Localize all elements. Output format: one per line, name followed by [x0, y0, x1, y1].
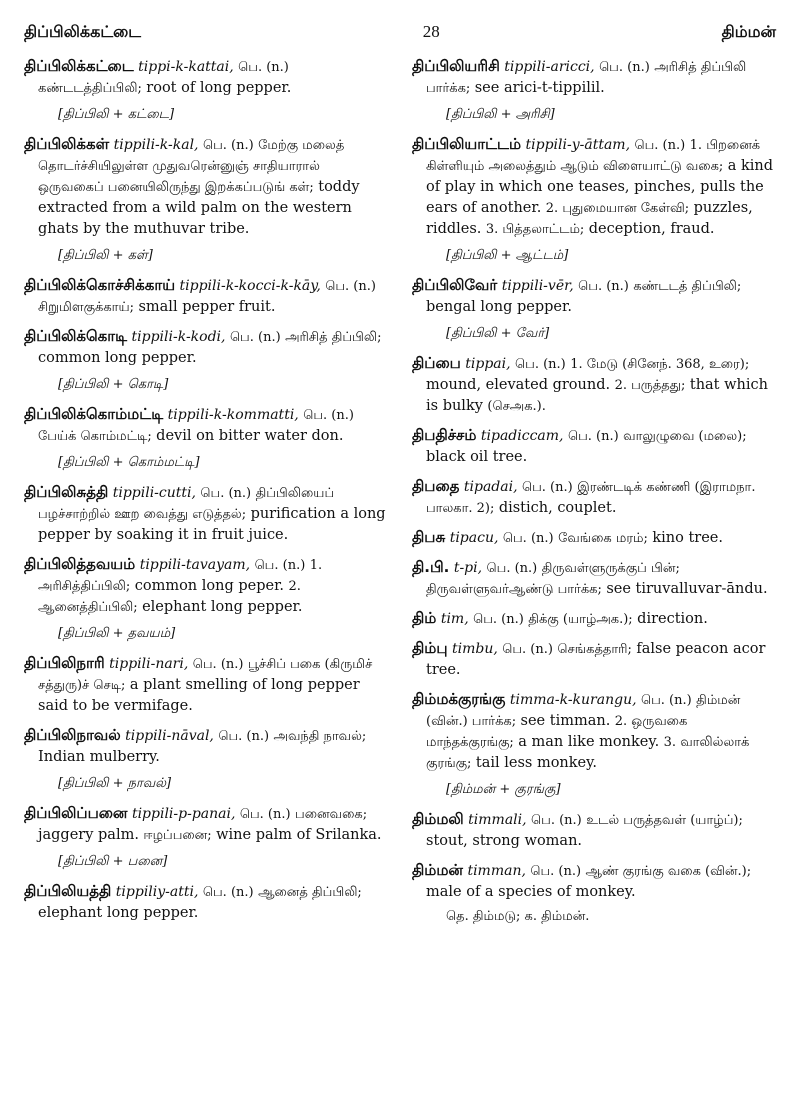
etymology: [திப்பிலி + கட்டை] [58, 107, 175, 122]
grammar-label: பெ. (n.) [192, 657, 244, 672]
transliteration: tippai, [465, 356, 511, 372]
headword: திப்பை [412, 354, 461, 372]
dictionary-entry [24, 326, 388, 369]
grammar-label: பெ. (n.) [202, 885, 254, 900]
english-gloss: elephant long pepper. [142, 599, 303, 615]
tamil-definition: 2. ஆனைத்திப்பிலி; [38, 579, 301, 615]
tamil-definition: இரண்டடிக் கண்ணி (இராமநா. பாலகா. 2); [426, 480, 756, 516]
grammar-label: பெ. (n.) [229, 330, 281, 345]
tamil-definition: ஆனைத் திப்பிலி; [258, 885, 362, 900]
headword: திப்பிலியத்தி [24, 882, 112, 900]
english-gloss: jaggery palm. [38, 827, 139, 843]
headword: திப்பிலிப்பனை [24, 804, 128, 822]
english-gloss: false peacon acor tree. [426, 641, 766, 678]
tamil-definition: அவந்தி நாவல்; [273, 729, 367, 744]
grammar-label: பெ. (n.) [502, 642, 553, 657]
transliteration: timmali, [468, 812, 527, 828]
english-gloss: see timman. [520, 713, 611, 729]
headword: திபதிச்சம் [412, 426, 477, 444]
transliteration: tippili-nāval, [125, 728, 214, 744]
grammar-label: பெ. (n.) [641, 693, 692, 708]
headword: திம்பு [412, 639, 448, 657]
headword: திப்பிலிசுத்தி [24, 483, 109, 501]
headword: திம் [412, 609, 437, 627]
english-gloss: Indian mulberry. [38, 749, 160, 765]
english-gloss: tail less monkey. [475, 755, 598, 771]
etymology: [திப்பிலி + ஆட்டம்] [446, 248, 569, 263]
english-gloss: deception, fraud. [588, 221, 715, 237]
transliteration: tippili-p-panai, [131, 806, 236, 822]
tamil-definition: கண்டடத் திப்பிலி; [633, 279, 742, 294]
etymology: [திப்பிலி + அரிசி] [446, 107, 555, 122]
dictionary-entry [24, 275, 388, 318]
grammar-label: பெ. (n.) [473, 612, 524, 627]
transliteration: tippili-cutti, [112, 485, 196, 501]
english-gloss: direction. [637, 611, 708, 627]
dictionary-entry [412, 353, 776, 417]
page-header [24, 22, 776, 48]
grammar-label: பெ. (n.) [239, 807, 291, 822]
headword: திபசு [412, 528, 446, 546]
english-gloss: kino tree. [652, 530, 723, 546]
tamil-definition: அரிசித் திப்பிலி; [285, 330, 382, 345]
transliteration: tippili-vēr, [501, 278, 574, 294]
english-gloss: small pepper fruit. [138, 299, 276, 315]
etymology: [திப்பிலி + கொடி] [58, 377, 169, 392]
headword: திப்பிலிக்கொச்சிக்காய் [24, 276, 176, 294]
tamil-definition: 1. மேடு (சினேந். 368, உரை); [570, 357, 750, 372]
grammar-label: பெ. (n.) [634, 138, 686, 153]
transliteration: tippili-k-kodi, [131, 329, 226, 345]
headword: திப்பிலியரிசி [412, 57, 500, 75]
transliteration: tippili-k-kommatti, [167, 407, 299, 423]
dictionary-entry [24, 134, 388, 240]
dictionary-entry [24, 725, 388, 768]
headword: திப்பிலிவேர் [412, 276, 498, 294]
tamil-definition: 3. பித்தலாட்டம்; [485, 222, 585, 237]
transliteration: tippili-k-kocci-k-kāy, [179, 278, 321, 294]
transliteration: tippili-aricci, [504, 59, 595, 75]
etymology: [திப்பிலி + பனை] [58, 854, 168, 869]
english-gloss: wine palm of Srilanka. [216, 827, 382, 843]
dictionary-entry [412, 860, 776, 903]
dictionary-entry [24, 803, 388, 846]
dictionary-entry [412, 638, 776, 681]
headword: திப்பிலிநாவல் [24, 726, 121, 744]
headword: திப்பிலிக்கொடி [24, 327, 128, 345]
etymology: [திப்பிலி + கள்] [58, 248, 153, 263]
headword: தி.பி. [412, 558, 450, 576]
dictionary-entry [412, 476, 776, 519]
tamil-definition: ஈழப்பனை; [143, 828, 212, 843]
dictionary-entry [412, 608, 776, 630]
tamil-definition: வேங்கை மரம்; [558, 531, 648, 546]
english-gloss: puzzles, riddles. [426, 200, 753, 237]
dictionary-entry [24, 881, 388, 924]
header-left-guideword: திப்பிலிக்கட்டை [24, 22, 141, 41]
grammar-label: பெ. (n.) [599, 60, 650, 75]
dictionary-entry [412, 425, 776, 468]
dictionary-entry [24, 56, 388, 99]
grammar-label: பெ. (n.) [531, 813, 582, 828]
tamil-definition: கண்டடத்திப்பிலி; [38, 81, 142, 96]
etymology: [திம்மன் + குரங்கு] [446, 782, 561, 797]
headword: திம்மக்குரங்கு [412, 690, 506, 708]
grammar-label: பெ. (n.) [502, 531, 554, 546]
english-gloss: see tiruvalluvar-āndu. [606, 581, 768, 597]
grammar-label: பெ. (n.) [325, 279, 376, 294]
tamil-definition: திம்மன் (வின்.) பார்க்க; [426, 693, 741, 729]
english-gloss: stout, strong woman. [426, 833, 583, 849]
etymology: [திப்பிலி + வேர்] [446, 326, 550, 341]
english-gloss: a kind of play in which one teases, pinches, pulls the ears of another. [426, 158, 774, 216]
english-gloss: devil on bitter water don. [156, 428, 344, 444]
grammar-label: பெ. (n.) [578, 279, 629, 294]
transliteration: tippili-tavayam, [139, 557, 251, 573]
transliteration: timman, [467, 863, 526, 879]
grammar-label: பெ. (n.) [202, 138, 254, 153]
grammar-label: பெ. (n.) [486, 561, 538, 576]
headword: திப்பிலிக்கட்டை [24, 57, 134, 75]
tamil-definition: செங்கத்தாரி; [557, 642, 632, 657]
tamil-definition: ஆண் குரங்கு வகை (வின்.); [585, 864, 752, 879]
tamil-definition: திக்கு (யாழ்அக.); [528, 612, 633, 627]
headword: திப்பிலித்தவயம் [24, 555, 136, 573]
grammar-label: பெ. (n.) [200, 486, 252, 501]
dictionary-entry [412, 527, 776, 549]
transliteration: tim, [440, 611, 469, 627]
right-column [412, 56, 776, 933]
tamil-definition: 1. பிறனைக் கிள்ளியும் அலைத்தும் ஆடும் விளையாட்டு வகை; [426, 138, 761, 174]
headword: திப்பிலிக்கள் [24, 135, 110, 153]
grammar-label: பெ. (n.) [238, 60, 289, 75]
headword: திம்மலி [412, 810, 464, 828]
etymology: [திப்பிலி + நாவல்] [58, 776, 172, 791]
dictionary-entry [24, 404, 388, 447]
tamil-definition: 2. புதுமையான கேள்வி; [545, 201, 690, 216]
grammar-label: பெ. (n.) [521, 480, 573, 495]
english-gloss: a plant smelling of long pepper said to be vermifage. [38, 677, 360, 714]
columns [24, 56, 776, 933]
headword: திபதை [412, 477, 460, 495]
tamil-definition: திப்பிலியைப் பழச்சாற்றில் ஊற வைத்து எடுத்தல்; [38, 486, 335, 522]
headword: திப்பிலியாட்டம் [412, 135, 522, 153]
english-gloss: root of long pepper. [146, 80, 292, 96]
english-gloss: common long pepper. [38, 350, 197, 366]
tamil-definition: (செஅக.). [487, 399, 546, 414]
etymology: [திப்பிலி + தவயம்] [58, 626, 176, 641]
tamil-definition: உடல் பருத்தவள் (யாழ்ப்); [586, 813, 743, 828]
grammar-label: பெ. (n.) [254, 558, 306, 573]
grammar-label: பெ. (n.) [567, 429, 619, 444]
page-number: 28 [422, 22, 440, 41]
tamil-definition: திருவள்ளுருக்குப் பின்; திருவள்ளுவர்ஆண்டு பார்க்க; [426, 561, 680, 597]
transliteration: timma-k-kurangu, [509, 692, 637, 708]
english-gloss: that which is bulky [426, 377, 768, 414]
tamil-definition: பேய்க் கொம்மட்டி; [38, 429, 152, 444]
headword: திப்பிலிக்கொம்மட்டி [24, 405, 164, 423]
dictionary-entry [24, 482, 388, 546]
tamil-definition: 3. வாலில்லாக் குரங்கு; [426, 735, 750, 771]
transliteration: tippi-k-kattai, [138, 59, 234, 75]
english-gloss: toddy extracted from a wild palm on the western ghats by the muthuvar tribe. [38, 179, 360, 237]
transliteration: t-pi, [453, 560, 483, 576]
headword: திப்பிலிநாரி [24, 654, 105, 672]
transliteration: tippili-y-āttam, [525, 137, 631, 153]
english-gloss: common long peper. [134, 578, 285, 594]
tamil-definition: சிறுமிளகுக்காய்; [38, 300, 135, 315]
tamil-definition: 2. பருத்தது; [614, 378, 686, 393]
dictionary-entry [412, 689, 776, 774]
left-column [24, 56, 388, 933]
tamil-definition: பூச்சிப் பகை (கிருமிச் சத்துரு)ச் செடி; [38, 657, 373, 693]
transliteration: tipacu, [449, 530, 499, 546]
english-gloss: black oil tree. [426, 449, 528, 465]
grammar-label: பெ. (n.) [218, 729, 270, 744]
english-gloss: see arici-t-tippilil. [474, 80, 605, 96]
english-gloss: distich, couplet. [498, 500, 617, 516]
english-gloss: purification a long pepper by soaking it in fruit juice. [38, 506, 386, 543]
tamil-definition: வாலுழுவை (மலை); [623, 429, 747, 444]
tamil-definition: மேற்கு மலைத் தொடர்ச்சியிலுள்ள முதுவரென்னுஞ் சாதியாரால் ஒருவகைப் பனையிலிருந்து இறக்கப்படுங் கள்; [38, 138, 345, 195]
transliteration: timbu, [451, 641, 498, 657]
transliteration: tipadai, [463, 479, 518, 495]
tamil-definition: அரிசித் திப்பிலி பார்க்க; [426, 60, 747, 96]
english-gloss: male of a species of monkey. [426, 884, 636, 900]
tamil-definition: 2. ஒருவகை மாந்தக்குரங்கு; [426, 714, 688, 750]
transliteration: tippiliy-atti, [115, 884, 199, 900]
grammar-label: பெ. (n.) [530, 864, 582, 879]
cognates: தெ. திம்மடு; க. திம்மன். [446, 909, 590, 924]
transliteration: tipadiccam, [480, 428, 564, 444]
headword: திம்மன் [412, 861, 463, 879]
dictionary-entry [24, 653, 388, 717]
english-gloss: mound, elevated ground. [426, 377, 611, 393]
english-gloss: a man like monkey. [518, 734, 660, 750]
dictionary-entry [412, 809, 776, 852]
grammar-label: பெ. (n.) [303, 408, 354, 423]
english-gloss: elephant long pepper. [38, 905, 199, 921]
dictionary-entry [412, 275, 776, 318]
header-right-guideword: திம்மன் [721, 22, 776, 41]
transliteration: tippili-k-kal, [113, 137, 199, 153]
dictionary-entry [412, 557, 776, 600]
tamil-definition: 1. அரிசித்திப்பிலி; [38, 558, 323, 594]
dictionary-entry [412, 56, 776, 99]
english-gloss: bengal long pepper. [426, 299, 572, 315]
grammar-label: பெ. (n.) [515, 357, 566, 372]
tamil-definition: பனைவகை; [295, 807, 368, 822]
dictionary-entry [24, 554, 388, 618]
transliteration: tippili-nari, [109, 656, 189, 672]
etymology: [திப்பிலி + கொம்மட்டி] [58, 455, 200, 470]
dictionary-entry [412, 134, 776, 240]
